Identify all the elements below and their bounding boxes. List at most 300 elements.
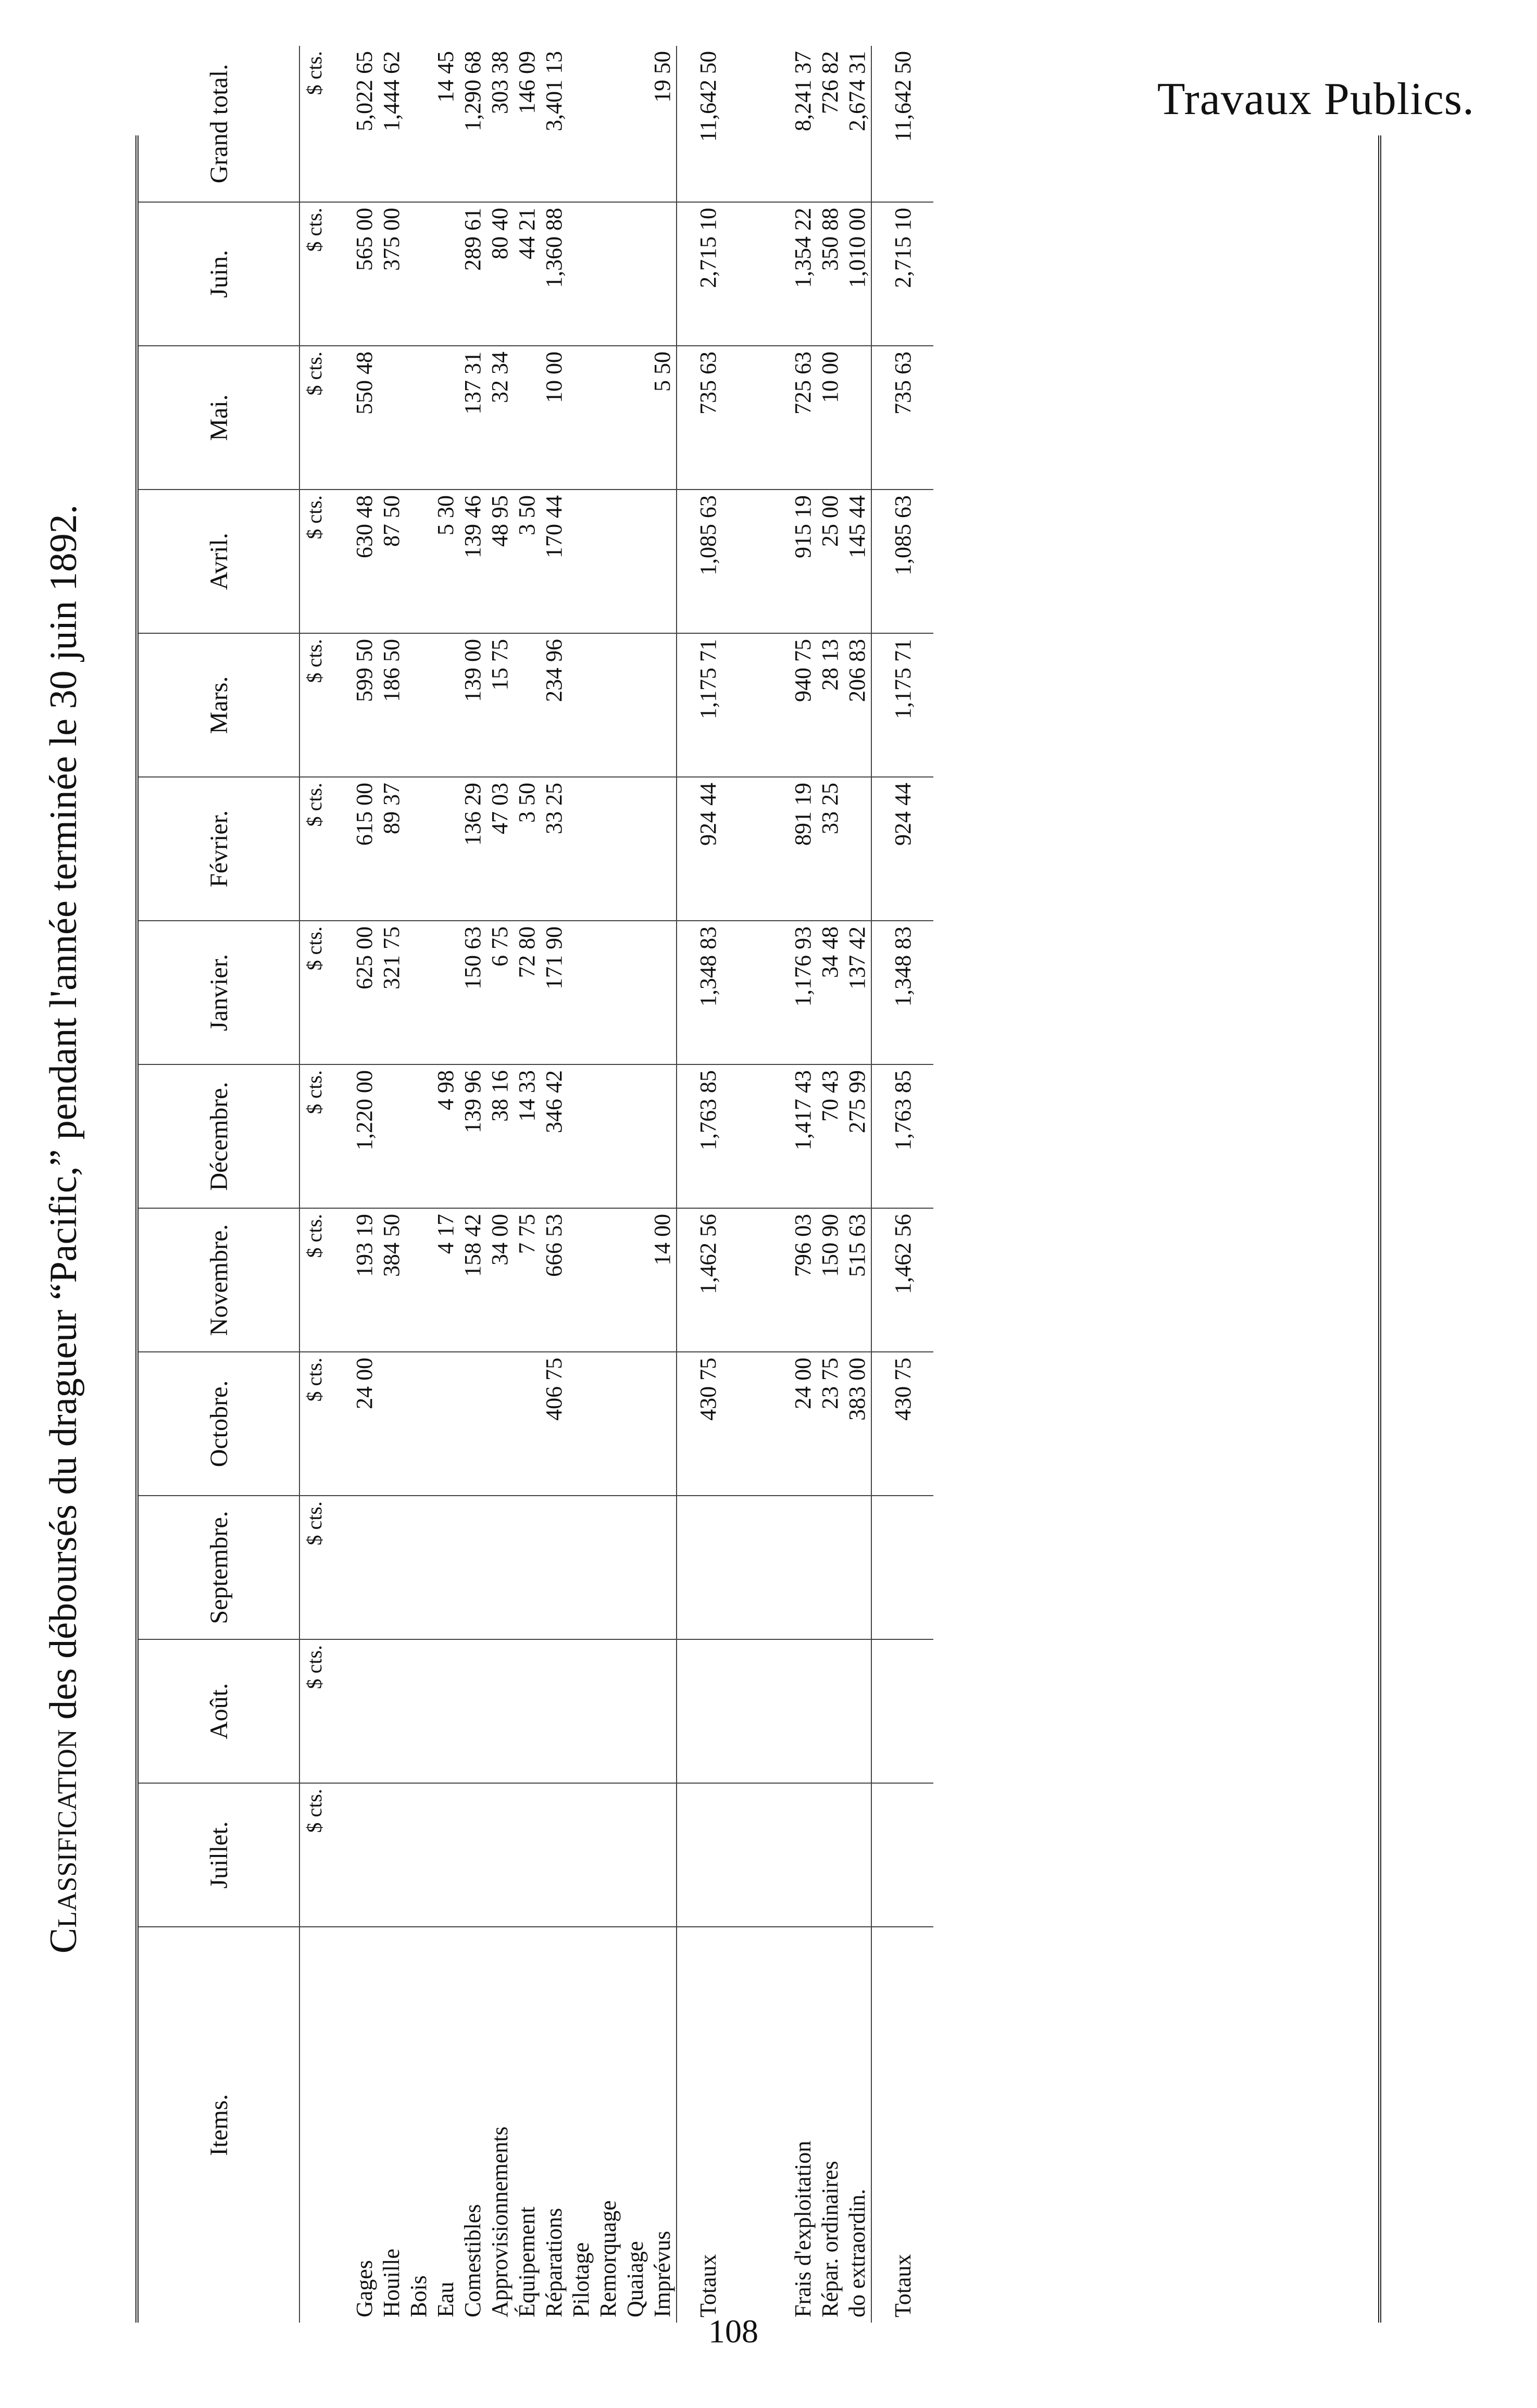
value-cell: 735 63 [871,346,933,490]
value-cell [817,1496,844,1639]
summary-totals-row [871,46,933,2323]
value-cell [677,1639,739,1783]
value-cell: 550 48 [351,346,378,490]
value-cell: 10 00 [817,346,844,490]
value-cell [677,1496,739,1639]
value-cell [649,1783,677,1927]
value-cell [405,1639,432,1783]
value-cell: 303 38 [487,51,513,114]
value-cell: 1,444 62 [379,51,404,131]
value-cell [378,1064,405,1208]
value-cell [844,346,871,490]
value-cell: 23 75 [817,1352,844,1496]
value-cell: 625 00 [351,921,378,1064]
value-cell: 1,085 63 [677,490,739,633]
value-cell: 170 44 [541,490,568,633]
spacer-cell [739,490,790,633]
row-label: Frais d'exploitation [790,1927,817,2323]
value-cell [459,1783,486,1927]
value-cell [405,46,432,202]
value-cell [817,1783,844,1927]
value-cell [405,1352,432,1496]
value-cell: 32 34 [486,346,514,490]
table-row [649,46,677,2323]
header-month: Décembre. [139,1064,299,1208]
value-cell: 89 37 [378,777,405,921]
value-cell [844,1496,871,1639]
value-cell [790,1639,817,1783]
title-smallcaps: Classification [42,1729,85,1954]
row-label: do extraordin. [844,1927,871,2323]
value-cell: 1,462 56 [871,1208,933,1352]
value-cell [649,777,677,921]
value-cell [595,1208,622,1352]
row-label: Réparations [541,1927,568,2323]
value-cell: 11,642 50 [677,46,739,202]
spacer-cell [739,633,790,777]
value-cell: 2,715 10 [677,202,739,346]
value-cell: 940 75 [790,633,817,777]
header-month: Novembre. [139,1208,299,1352]
summary-row [790,46,817,2323]
value-cell [568,1352,595,1496]
unit-row [299,46,351,2323]
value-cell: 1,417 43 [790,1064,817,1208]
table-row [568,46,595,2323]
value-cell [432,633,459,777]
value-cell: 735 63 [677,346,739,490]
value-cell [568,46,595,202]
table-row [541,46,568,2323]
unit-cell: $ cts. [299,1064,351,1208]
value-cell: 4 98 [432,1064,459,1208]
header-month: Avril. [139,490,299,633]
value-cell: 924 44 [677,777,739,921]
unit-cell: $ cts. [299,202,351,346]
value-cell [378,346,405,490]
value-cell [541,1639,568,1783]
value-cell [595,1496,622,1639]
value-cell: 430 75 [677,1352,739,1496]
table-row [432,46,459,2323]
value-cell [432,1352,459,1496]
value-cell [432,202,459,346]
value-cell: 321 75 [378,921,405,1064]
value-cell: 139 00 [459,633,486,777]
value-cell [677,1783,739,1927]
value-cell: 915 19 [790,490,817,633]
value-cell [405,202,432,346]
row-label: Totaux [677,1927,739,2323]
value-cell [459,1352,486,1496]
header-grand-total: Grand total. [139,46,299,202]
unit-cell: $ cts. [303,51,326,95]
value-cell: 33 25 [817,777,844,921]
value-cell [405,1783,432,1927]
summary-row [817,46,844,2323]
value-cell: 38 16 [486,1064,514,1208]
value-cell: 1,763 85 [677,1064,739,1208]
value-cell [432,1783,459,1927]
value-cell: 630 48 [351,490,378,633]
value-cell: 515 63 [844,1208,871,1352]
value-cell [622,921,649,1064]
row-label: Totaux [871,1927,933,2323]
value-cell: 24 00 [790,1352,817,1496]
value-cell [595,46,622,202]
row-label: Imprévus [649,1927,677,2323]
value-cell [405,1208,432,1352]
value-cell [595,1639,622,1783]
totals-row [677,46,739,2323]
value-cell [622,1352,649,1496]
value-cell: 2,715 10 [871,202,933,346]
spacer-cell [739,1352,790,1496]
value-cell: 384 50 [378,1208,405,1352]
value-cell [514,1496,541,1639]
value-cell: 891 19 [790,777,817,921]
header-month: Août. [139,1639,299,1783]
table-row [378,46,405,2323]
value-cell: 193 19 [351,1208,378,1352]
value-cell: 24 00 [351,1352,378,1496]
expense-table [139,46,933,2323]
value-cell: 1,220 00 [351,1064,378,1208]
spacer-cell [739,777,790,921]
value-cell [595,346,622,490]
running-header: Travaux Publics. [1157,74,1474,124]
header-items: Items. [139,1927,299,2323]
value-cell: 289 61 [459,202,486,346]
unit-cell: $ cts. [299,1496,351,1639]
value-cell: 14 33 [514,1064,541,1208]
value-cell [871,1639,933,1783]
value-cell: 3 50 [514,490,541,633]
value-cell [622,1064,649,1208]
header-month: Septembre. [139,1496,299,1639]
value-cell: 7 75 [514,1208,541,1352]
value-cell: 1,175 71 [677,633,739,777]
value-cell: 5,022 65 [352,51,377,131]
value-cell [622,490,649,633]
value-cell [405,346,432,490]
value-cell: 34 00 [486,1208,514,1352]
header-row [139,46,299,2323]
value-cell: 924 44 [871,777,933,921]
value-cell: 5 30 [432,490,459,633]
value-cell [844,1783,871,1927]
value-cell: 275 99 [844,1064,871,1208]
value-cell: 406 75 [541,1352,568,1496]
value-cell [622,633,649,777]
value-cell: 1,010 00 [844,202,871,346]
value-cell [568,1783,595,1927]
value-cell [595,1064,622,1208]
header-month: Février. [139,777,299,921]
unit-cell: $ cts. [299,346,351,490]
spacer-cell [739,1496,790,1639]
value-cell: 158 42 [459,1208,486,1352]
value-cell: 1,176 93 [790,921,817,1064]
value-cell [844,1639,871,1783]
value-cell [622,1496,649,1639]
spacer-cell [739,1927,790,2323]
value-cell [568,1496,595,1639]
value-cell [568,202,595,346]
row-label: Répar. ordinaires [817,1927,844,2323]
value-cell: 2,674 31 [844,51,870,131]
value-cell [649,633,677,777]
value-cell: 150 90 [817,1208,844,1352]
value-cell: 1,348 83 [677,921,739,1064]
value-cell: 72 80 [514,921,541,1064]
table-row [514,46,541,2323]
table-row [405,46,432,2323]
header-month: Mai. [139,346,299,490]
value-cell: 47 03 [486,777,514,921]
value-cell [871,1496,933,1639]
value-cell [649,202,677,346]
value-cell: 14 00 [649,1208,677,1352]
value-cell [568,777,595,921]
value-cell: 346 42 [541,1064,568,1208]
row-label: Eau [432,1927,459,2323]
value-cell: 139 96 [459,1064,486,1208]
value-cell [351,1639,378,1783]
value-cell [405,490,432,633]
value-cell: 1,175 71 [871,633,933,777]
value-cell: 44 21 [514,202,541,346]
summary-row [844,46,871,2323]
row-label: Quaiage [622,1927,649,2323]
value-cell: 48 95 [486,490,514,633]
value-cell: 6 75 [486,921,514,1064]
table-row [459,46,486,2323]
value-cell [405,921,432,1064]
value-cell: 70 43 [817,1064,844,1208]
value-cell [622,1208,649,1352]
table-row [486,46,514,2323]
value-cell: 25 00 [817,490,844,633]
unit-cell: $ cts. [299,1639,351,1783]
value-cell [378,1496,405,1639]
value-cell [432,1639,459,1783]
value-cell [622,346,649,490]
value-cell [790,1496,817,1639]
spacer-row [739,46,790,2323]
value-cell [568,1208,595,1352]
value-cell: 3,401 13 [541,51,567,131]
value-cell: 350 88 [817,202,844,346]
value-cell: 430 75 [871,1352,933,1496]
row-label: Bois [405,1927,432,2323]
value-cell: 171 90 [541,921,568,1064]
value-cell [568,633,595,777]
row-label: Remorquage [595,1927,622,2323]
value-cell [514,633,541,777]
unit-cell: $ cts. [299,1352,351,1496]
spacer-cell [739,202,790,346]
row-label: Houille [378,1927,405,2323]
value-cell: 150 63 [459,921,486,1064]
value-cell: 3 50 [514,777,541,921]
unit-cell: $ cts. [299,1208,351,1352]
value-cell: 725 63 [790,346,817,490]
unit-cell: $ cts. [299,921,351,1064]
value-cell: 34 48 [817,921,844,1064]
value-cell: 19 50 [649,51,675,103]
table-row [595,46,622,2323]
header-month: Janvier. [139,921,299,1064]
spacer-cell [739,1783,790,1927]
value-cell [844,777,871,921]
value-cell: 15 75 [486,633,514,777]
value-cell [486,1783,514,1927]
value-cell [378,1352,405,1496]
value-cell: 137 42 [844,921,871,1064]
value-cell: 28 13 [817,633,844,777]
row-label: Gages [351,1927,378,2323]
value-cell: 1,354 22 [790,202,817,346]
value-cell [351,1783,378,1927]
value-cell: 796 03 [790,1208,817,1352]
value-cell [568,1064,595,1208]
value-cell [486,1352,514,1496]
value-cell [568,346,595,490]
value-cell [486,1639,514,1783]
value-cell: 1,290 68 [460,51,485,131]
value-cell [595,1783,622,1927]
value-cell: 1,360 88 [541,202,568,346]
value-cell [649,1064,677,1208]
value-cell [595,202,622,346]
spacer-cell [739,1208,790,1352]
row-label: Comestibles [459,1927,486,2323]
value-cell [871,1783,933,1927]
value-cell [514,1783,541,1927]
value-cell: 87 50 [378,490,405,633]
value-cell [405,1064,432,1208]
value-cell [595,490,622,633]
value-cell [351,1496,378,1639]
title-rest: des déboursés du dragueur “Pacific,” pendant l'année terminée le 30 juin 1892. [42,504,85,1720]
value-cell: 666 53 [541,1208,568,1352]
value-cell: 1,462 56 [677,1208,739,1352]
value-cell [622,202,649,346]
value-cell [405,777,432,921]
spacer-cell [739,1064,790,1208]
spacer-cell [739,1639,790,1783]
page-number: 108 [708,2313,758,2350]
value-cell: 10 00 [541,346,568,490]
value-cell: 137 31 [459,346,486,490]
value-cell: 615 00 [351,777,378,921]
unit-cell: $ cts. [299,490,351,633]
value-cell: 375 00 [378,202,405,346]
value-cell [459,1639,486,1783]
unit-cell-blank [299,1927,351,2323]
table-body [299,46,933,2323]
value-cell [405,633,432,777]
value-cell: 146 09 [514,51,540,114]
value-cell: 234 96 [541,633,568,777]
value-cell [486,1496,514,1639]
header-month: Octobre. [139,1352,299,1496]
value-cell: 11,642 50 [871,46,933,202]
value-cell [595,921,622,1064]
value-cell [622,1783,649,1927]
header-month: Juillet. [139,1783,299,1927]
value-cell [432,921,459,1064]
value-cell: 33 25 [541,777,568,921]
value-cell [378,1639,405,1783]
spacer-cell [739,921,790,1064]
value-cell: 139 46 [459,490,486,633]
value-cell [622,46,649,202]
header-month: Juin. [139,202,299,346]
value-cell [568,921,595,1064]
row-label: Approvisionnements [486,1927,514,2323]
value-cell [622,1639,649,1783]
value-cell [514,1352,541,1496]
value-cell: 565 00 [351,202,378,346]
value-cell: 8,241 37 [790,51,816,131]
value-cell: 1,348 83 [871,921,933,1064]
value-cell: 4 17 [432,1208,459,1352]
value-cell: 80 40 [486,202,514,346]
unit-cell: $ cts. [299,777,351,921]
value-cell [568,1639,595,1783]
header-month: Mars. [139,633,299,777]
value-cell [568,490,595,633]
value-cell [459,1496,486,1639]
value-cell [514,346,541,490]
value-cell [790,1783,817,1927]
value-cell [649,1352,677,1496]
value-cell [595,633,622,777]
value-cell: 599 50 [351,633,378,777]
row-label: Équipement [514,1927,541,2323]
unit-cell: $ cts. [299,633,351,777]
row-label: Pilotage [568,1927,595,2323]
value-cell: 206 83 [844,633,871,777]
value-cell: 5 50 [649,346,677,490]
value-cell: 383 00 [844,1352,871,1496]
value-cell [649,1496,677,1639]
value-cell [649,1639,677,1783]
value-cell [514,1639,541,1783]
value-cell [595,777,622,921]
value-cell [622,777,649,921]
spacer-cell [739,346,790,490]
value-cell [378,1783,405,1927]
value-cell [432,777,459,921]
value-cell: 136 29 [459,777,486,921]
table-title [42,135,86,2323]
value-cell [649,490,677,633]
value-cell [541,1783,568,1927]
table-row [351,46,378,2323]
value-cell [817,1639,844,1783]
unit-cell: $ cts. [299,1783,351,1927]
value-cell [649,921,677,1064]
value-cell [405,1496,432,1639]
value-cell: 726 82 [817,51,843,114]
value-cell [595,1352,622,1496]
value-cell: 145 44 [844,490,871,633]
value-cell [432,346,459,490]
value-cell: 1,085 63 [871,490,933,633]
